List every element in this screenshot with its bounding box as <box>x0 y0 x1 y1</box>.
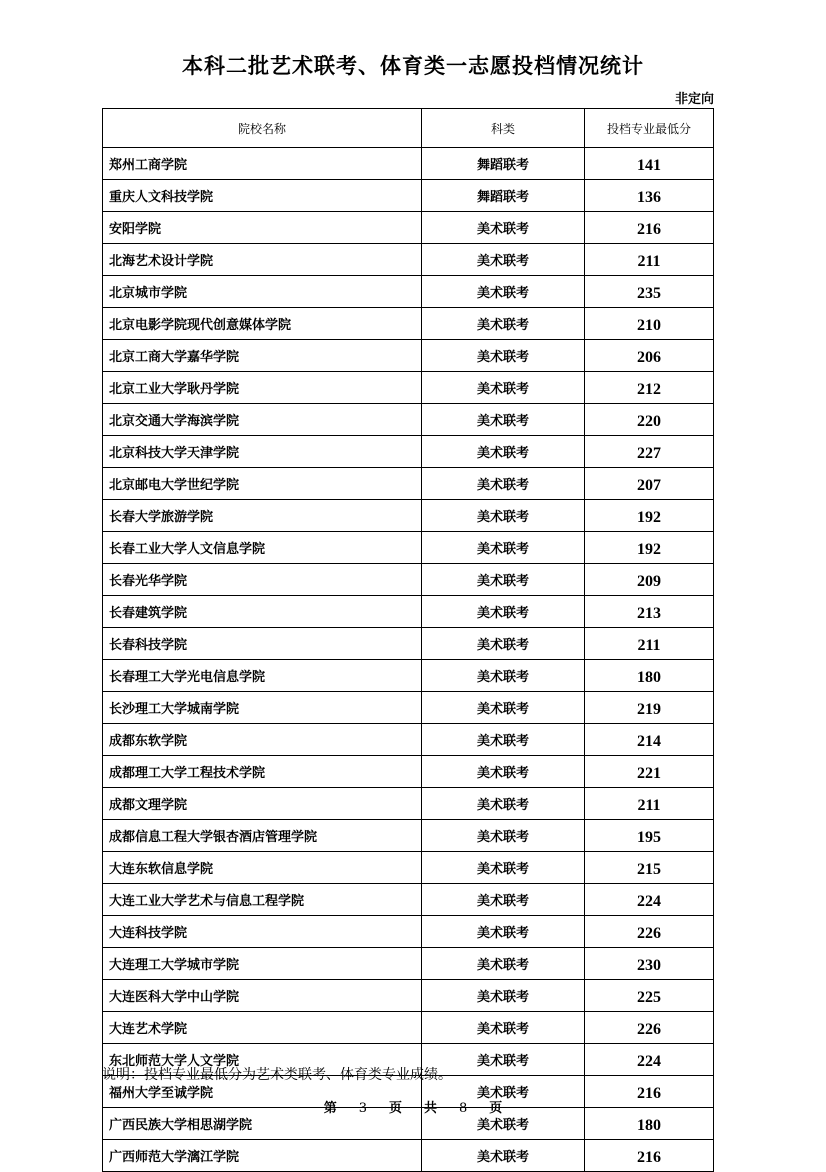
school-name-cell: 长春理工大学光电信息学院 <box>103 660 422 692</box>
table-row <box>103 564 714 596</box>
school-name-cell: 北海艺术设计学院 <box>103 244 422 276</box>
school-name-cell: 成都理工大学工程技术学院 <box>103 756 422 788</box>
header-school-name: 院校名称 <box>103 109 422 148</box>
school-name-cell: 长沙理工大学城南学院 <box>103 692 422 724</box>
category-cell: 美术联考 <box>422 980 585 1012</box>
min-score-cell: 211 <box>585 628 714 660</box>
table-row <box>103 724 714 756</box>
min-score-cell: 224 <box>585 1044 714 1076</box>
pager-prefix: 第 <box>323 1101 337 1116</box>
school-name-cell: 长春建筑学院 <box>103 596 422 628</box>
school-name-cell: 大连医科大学中山学院 <box>103 980 422 1012</box>
min-score-cell: 211 <box>585 788 714 820</box>
school-name-cell: 大连东软信息学院 <box>103 852 422 884</box>
table-row <box>103 276 714 308</box>
school-name-cell: 北京工业大学耿丹学院 <box>103 372 422 404</box>
pager-current: 3 <box>358 1101 367 1116</box>
min-score-cell: 230 <box>585 948 714 980</box>
min-score-cell: 216 <box>585 1140 714 1172</box>
table-row <box>103 212 714 244</box>
category-cell: 美术联考 <box>422 756 585 788</box>
school-name-cell: 长春工业大学人文信息学院 <box>103 532 422 564</box>
category-cell: 美术联考 <box>422 1076 585 1108</box>
min-score-cell: 180 <box>585 660 714 692</box>
category-cell: 美术联考 <box>422 724 585 756</box>
category-cell: 美术联考 <box>422 532 585 564</box>
min-score-cell: 216 <box>585 212 714 244</box>
table-row <box>103 404 714 436</box>
school-name-cell: 长春大学旅游学院 <box>103 500 422 532</box>
page-title: 本科二批艺术联考、体育类一志愿投档情况统计 <box>182 53 644 78</box>
category-cell: 美术联考 <box>422 436 585 468</box>
category-cell: 美术联考 <box>422 372 585 404</box>
school-name-cell: 福州大学至诚学院 <box>103 1076 422 1108</box>
category-cell: 美术联考 <box>422 660 585 692</box>
school-name-cell: 安阳学院 <box>103 212 422 244</box>
min-score-cell: 235 <box>585 276 714 308</box>
category-cell: 美术联考 <box>422 276 585 308</box>
table-row <box>103 532 714 564</box>
category-cell: 美术联考 <box>422 948 585 980</box>
min-score-cell: 212 <box>585 372 714 404</box>
table-header-row <box>103 109 714 148</box>
category-cell: 美术联考 <box>422 564 585 596</box>
table-row <box>103 692 714 724</box>
min-score-cell: 215 <box>585 852 714 884</box>
school-name-cell: 成都信息工程大学银杏酒店管理学院 <box>103 820 422 852</box>
table-row <box>103 756 714 788</box>
pager-suffix: 页 <box>489 1101 503 1116</box>
table-row <box>103 628 714 660</box>
min-score-cell: 226 <box>585 916 714 948</box>
school-name-cell: 广西师范大学漓江学院 <box>103 1140 422 1172</box>
category-cell: 美术联考 <box>422 916 585 948</box>
pager-total-word: 共 <box>424 1101 438 1116</box>
category-cell: 舞蹈联考 <box>422 180 585 212</box>
table-row <box>103 1012 714 1044</box>
pager-page-word: 页 <box>388 1101 402 1116</box>
category-cell: 美术联考 <box>422 1140 585 1172</box>
school-name-cell: 大连科技学院 <box>103 916 422 948</box>
page-indicator <box>0 1097 826 1116</box>
table-row <box>103 340 714 372</box>
school-name-cell: 郑州工商学院 <box>103 148 422 180</box>
admission-table <box>102 108 714 1172</box>
table-row <box>103 372 714 404</box>
category-cell: 美术联考 <box>422 340 585 372</box>
min-score-cell: 209 <box>585 564 714 596</box>
table-row <box>103 1140 714 1172</box>
table-row <box>103 468 714 500</box>
school-name-cell: 重庆人文科技学院 <box>103 180 422 212</box>
header-category: 科类 <box>422 109 585 148</box>
table-row <box>103 948 714 980</box>
school-name-cell: 广西民族大学相思湖学院 <box>103 1108 422 1140</box>
table-body <box>103 148 714 1172</box>
school-name-cell: 北京城市学院 <box>103 276 422 308</box>
category-cell: 美术联考 <box>422 596 585 628</box>
min-score-cell: 136 <box>585 180 714 212</box>
min-score-cell: 225 <box>585 980 714 1012</box>
min-score-cell: 219 <box>585 692 714 724</box>
school-name-cell: 东北师范大学人文学院 <box>103 1044 422 1076</box>
min-score-cell: 214 <box>585 724 714 756</box>
table-row <box>103 436 714 468</box>
school-name-cell: 大连理工大学城市学院 <box>103 948 422 980</box>
school-name-cell: 北京科技大学天津学院 <box>103 436 422 468</box>
category-cell: 美术联考 <box>422 212 585 244</box>
pager-total: 8 <box>459 1101 468 1116</box>
category-cell: 美术联考 <box>422 468 585 500</box>
min-score-cell: 141 <box>585 148 714 180</box>
school-name-cell: 长春科技学院 <box>103 628 422 660</box>
min-score-cell: 220 <box>585 404 714 436</box>
table-row <box>103 980 714 1012</box>
min-score-cell: 207 <box>585 468 714 500</box>
min-score-cell: 211 <box>585 244 714 276</box>
school-name-cell: 大连工业大学艺术与信息工程学院 <box>103 884 422 916</box>
min-score-cell: 216 <box>585 1076 714 1108</box>
category-cell: 美术联考 <box>422 884 585 916</box>
category-cell: 美术联考 <box>422 628 585 660</box>
school-name-cell: 大连艺术学院 <box>103 1012 422 1044</box>
category-cell: 舞蹈联考 <box>422 148 585 180</box>
category-cell: 美术联考 <box>422 244 585 276</box>
table-row <box>103 180 714 212</box>
table-row <box>103 148 714 180</box>
category-cell: 美术联考 <box>422 308 585 340</box>
school-name-cell: 北京交通大学海滨学院 <box>103 404 422 436</box>
school-name-cell: 长春光华学院 <box>103 564 422 596</box>
category-cell: 美术联考 <box>422 820 585 852</box>
table-row <box>103 916 714 948</box>
school-name-cell: 成都东软学院 <box>103 724 422 756</box>
table-row <box>103 660 714 692</box>
min-score-cell: 221 <box>585 756 714 788</box>
min-score-cell: 226 <box>585 1012 714 1044</box>
school-name-cell: 成都文理学院 <box>103 788 422 820</box>
school-name-cell: 北京邮电大学世纪学院 <box>103 468 422 500</box>
category-cell: 美术联考 <box>422 852 585 884</box>
min-score-cell: 195 <box>585 820 714 852</box>
table-row <box>103 852 714 884</box>
category-cell: 美术联考 <box>422 1012 585 1044</box>
min-score-cell: 206 <box>585 340 714 372</box>
subtitle-non-directed: 非定向 <box>674 92 714 107</box>
table-row <box>103 596 714 628</box>
min-score-cell: 192 <box>585 532 714 564</box>
min-score-cell: 224 <box>585 884 714 916</box>
category-cell: 美术联考 <box>422 404 585 436</box>
footnote: 说明：投档专业最低分为艺术类联考、体育类专业成绩。 <box>102 1067 452 1083</box>
school-name-cell: 北京电影学院现代创意媒体学院 <box>103 308 422 340</box>
category-cell: 美术联考 <box>422 500 585 532</box>
category-cell: 美术联考 <box>422 1044 585 1076</box>
table-row <box>103 884 714 916</box>
school-name-cell: 北京工商大学嘉华学院 <box>103 340 422 372</box>
category-cell: 美术联考 <box>422 1108 585 1140</box>
min-score-cell: 210 <box>585 308 714 340</box>
min-score-cell: 213 <box>585 596 714 628</box>
table-row <box>103 500 714 532</box>
table-row <box>103 820 714 852</box>
min-score-cell: 180 <box>585 1108 714 1140</box>
category-cell: 美术联考 <box>422 788 585 820</box>
category-cell: 美术联考 <box>422 692 585 724</box>
table-row <box>103 244 714 276</box>
min-score-cell: 227 <box>585 436 714 468</box>
min-score-cell: 192 <box>585 500 714 532</box>
header-min-score: 投档专业最低分 <box>585 109 714 148</box>
table-row <box>103 308 714 340</box>
table-row <box>103 788 714 820</box>
